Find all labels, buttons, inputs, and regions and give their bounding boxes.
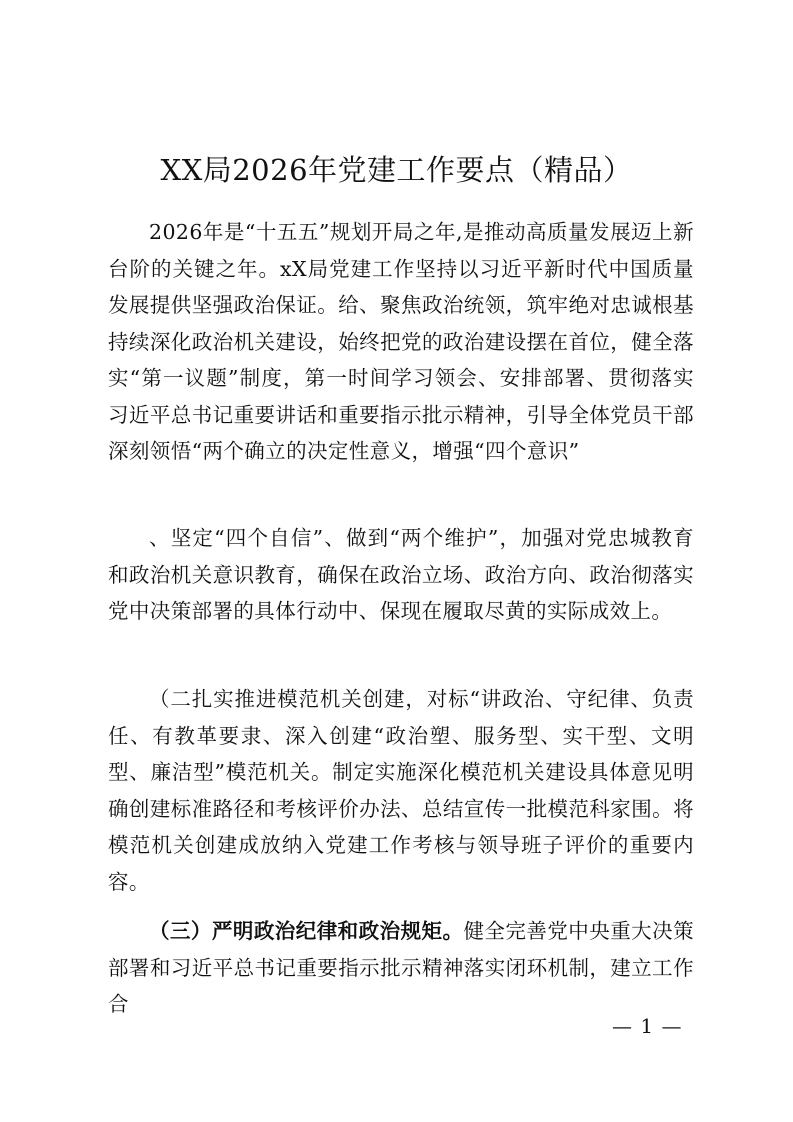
paragraph-1: 2026年是“十五五”规划开局之年,是推动高质量发展迈上新台阶的关键之年。xX局党建工作坚持以习近平新时代中国质量发展提供坚强政治保证。给、聚焦政治统领，筑牢绝对忠诚根基持续深化政治机关建设，始终把党的政治建设摆在首位，健全落实“第一议题”制度，第一时间学习领会、安排部署、贯彻落实习近平总书记重要讲话和重要指示批示精神，引导全体党员干部深刻领悟“两个确立的决定性意义，增强“四个意识” [108,220,694,463]
paragraph-4-body: 健全完善党中央重大决策部署和习近平总书记重要指示批示精神落实闭环机制，建立工作合 [108,919,695,1016]
paragraph-3: （二扎实推进模范机关创建，对标“讲政治、守纪律、负责任、有教革要隶、深入创建“政治塑、服务型、实干型、文明型、廉洁型”模范机关。制定实施深化模范机关建设具体意见明确创建标准路径和考核评价办法、总结宣传一批模范科家围。将模范机关创建成放纳入党建工作考核与领导班子评价的重要内容。 [108,687,694,894]
page-number: — 1 — [612,1014,683,1038]
paragraph-4-heading: （三）严明政治纪律和政治规矩。 [149,919,464,943]
paragraph-2: 、坚定“四个自信”、做到“两个维护”，加强对党忠城教育和政治机关意识教育，确保在政治立场、政治方向、政治彻落实党中决策部署的具体行动中、保现在履取尽黄的实际成效上。 [108,526,694,623]
paragraph-4 [108,913,694,1023]
document-title: XX局2026年党建工作要点（精品） [160,153,633,187]
